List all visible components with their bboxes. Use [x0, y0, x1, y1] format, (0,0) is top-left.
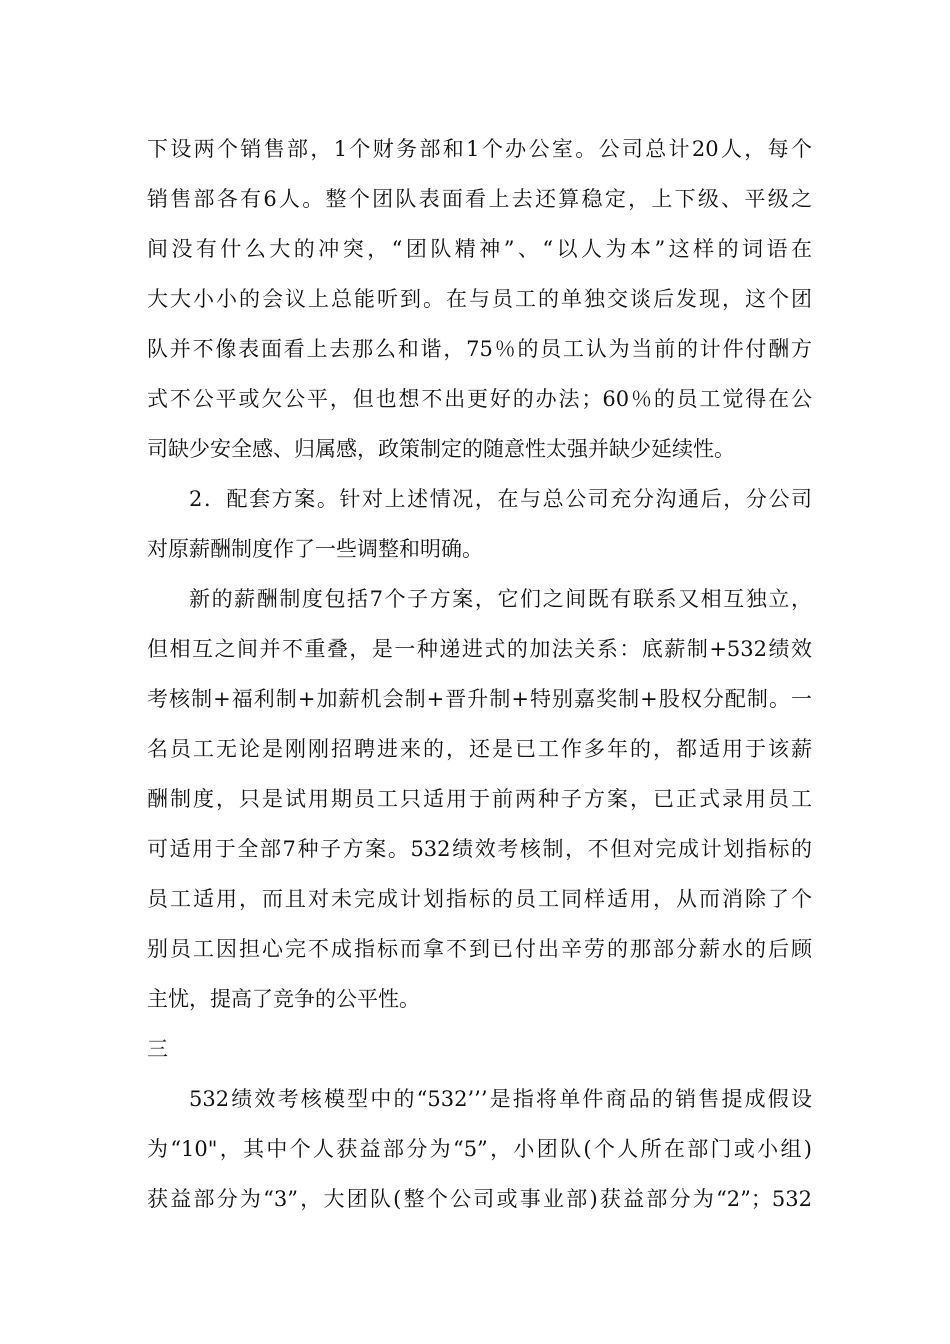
- paragraph-line: 别员工因担心完不成指标而拿不到已付出辛劳的那部分薪水的后顾: [147, 937, 812, 961]
- paragraph-line: 大大小小的会议上总能听到。在与员工的单独交谈后发现，这个团: [147, 287, 812, 311]
- paragraph-line: 新的薪酬制度包括7个子方案，它们之间既有联系又相互独立，: [189, 587, 812, 611]
- paragraph-line: 考核制+福利制+加薪机会制+晋升制+特别嘉奖制+股权分配制。一: [147, 687, 812, 711]
- paragraph-line: 可适用于全部7种子方案。532绩效考核制，不但对完成计划指标的: [147, 837, 812, 861]
- paragraph-line: 酬制度，只是试用期员工只适用于前两种子方案，已正式录用员工: [147, 787, 812, 811]
- paragraph-line: 主忧，提高了竞争的公平性。: [147, 987, 420, 1011]
- paragraph-line: 获益部分为“3”，大团队(整个公司或事业部)获益部分为“2”；532: [147, 1187, 812, 1211]
- paragraph-line: 名员工无论是刚刚招聘进来的，还是已工作多年的，都适用于该薪: [147, 737, 812, 761]
- paragraph-line: 下设两个销售部，1个财务部和1个办公室。公司总计20人，每个: [147, 137, 812, 161]
- paragraph-line: 为“10"，其中个人获益部分为“5”，小团队(个人所在部门或小组): [147, 1137, 812, 1161]
- paragraph-line: 对原薪酬制度作了一些调整和明确。: [147, 537, 483, 561]
- paragraph-line: 2．配套方案。针对上述情况，在与总公司充分沟通后，分公司: [189, 487, 812, 511]
- paragraph-line: 司缺少安全感、归属感，政策制定的随意性太强并缺少延续性。: [147, 437, 735, 461]
- section-heading: 三: [147, 1037, 168, 1061]
- paragraph-line: 但相互之间并不重叠，是一种递进式的加法关系：底薪制+532绩效: [147, 637, 812, 661]
- document-body: [147, 124, 812, 1224]
- paragraph-line: 式不公平或欠公平，但也想不出更好的办法；60％的员工觉得在公: [147, 387, 812, 411]
- paragraph-line: 员工适用，而且对未完成计划指标的员工同样适用，从而消除了个: [147, 887, 812, 911]
- paragraph-line: 间没有什么大的冲突，“团队精神”、“以人为本”这样的词语在: [147, 237, 812, 261]
- paragraph-line: 532绩效考核模型中的“532’’’是指将单件商品的销售提成假设: [189, 1087, 812, 1111]
- paragraph-line: 队并不像表面看上去那么和谐，75％的员工认为当前的计件付酬方: [147, 337, 812, 361]
- paragraph-line: 销售部各有6人。整个团队表面看上去还算稳定，上下级、平级之: [147, 187, 812, 211]
